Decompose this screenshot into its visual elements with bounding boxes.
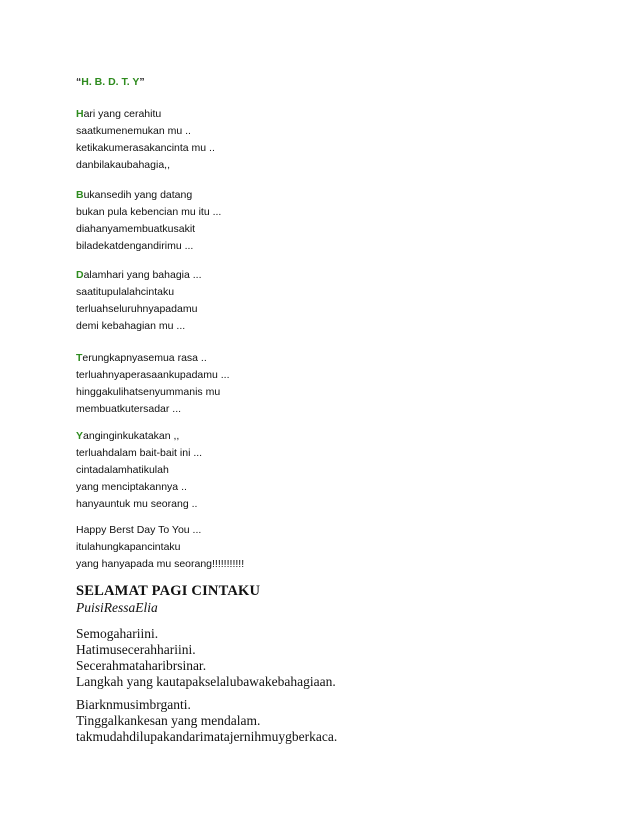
poem-line: terluahnyaperasaankupadamu ... xyxy=(76,369,230,381)
poem-line: Hatimusecerahhariini. xyxy=(76,642,196,657)
second-poem-stanza-2 xyxy=(76,697,337,745)
stanza-initial: B xyxy=(76,189,84,201)
stanza-5 xyxy=(76,428,202,513)
poem-line: Terungkapnyasemua rasa .. xyxy=(76,352,207,364)
stanza-4 xyxy=(76,350,230,418)
poem-line: Langkah yang kautapakselalubawakebahagiaan. xyxy=(76,674,336,689)
poem-line: saatkumenemukan mu .. xyxy=(76,125,191,137)
poem-title-text: H. B. D. T. Y xyxy=(81,76,140,88)
poem-line: Semogahariini. xyxy=(76,626,159,641)
poem-line: Tinggalkankesan yang mendalam. xyxy=(76,713,261,728)
poem-line: membuatkutersadar ... xyxy=(76,403,182,415)
poem-line: terluahdalam bait-bait ini ... xyxy=(76,447,203,459)
poem-line: cintadalamhatikulah xyxy=(76,464,169,476)
closing-stanza xyxy=(76,522,244,573)
second-poem-stanza-1 xyxy=(76,626,336,690)
poem-line: takmudahdilupakandarimatajernihmuygberkaca. xyxy=(76,729,338,744)
stanza-1 xyxy=(76,106,215,174)
poem-line: Hari yang cerahitu xyxy=(76,108,162,120)
second-poem-author: PuisiRessaElia xyxy=(76,600,158,615)
poem-line: demi kebahagian mu ... xyxy=(76,320,186,332)
stanza-3 xyxy=(76,267,202,335)
poem-line: yang menciptakannya .. xyxy=(76,481,187,493)
poem-line: ketikakumerasakancinta mu .. xyxy=(76,142,215,154)
open-quote: “ xyxy=(76,76,82,88)
poem-line: diahanyamembuatkusakit xyxy=(76,223,196,235)
poem-line: terluahseluruhnyapadamu xyxy=(76,303,198,315)
poem-line: hanyauntuk mu seorang .. xyxy=(76,498,198,510)
stanza-initial: Y xyxy=(76,430,84,442)
poem-line: itulahungkapancintaku xyxy=(76,541,181,553)
poem-line: yang hanyapada mu seorang!!!!!!!!!!! xyxy=(76,558,245,570)
close-quote: ” xyxy=(139,76,145,88)
stanza-initial: T xyxy=(76,352,83,364)
poem-line: Yanginginkukatakan ,, xyxy=(76,430,180,442)
poem-line: danbilakaubahagia,, xyxy=(76,159,170,171)
poem-line: biladekatdengandirimu ... xyxy=(76,240,194,252)
stanza-initial: H xyxy=(76,108,84,120)
stanza-initial: D xyxy=(76,269,84,281)
poem-line: Secerahmataharibrsinar. xyxy=(76,658,207,673)
poem-title xyxy=(76,76,145,88)
second-poem-title: SELAMAT PAGI CINTAKU xyxy=(76,583,261,599)
poem-line: Dalamhari yang bahagia ... xyxy=(76,269,202,281)
poem-line: Biarknmusimbrganti. xyxy=(76,697,191,712)
stanza-2 xyxy=(76,187,221,255)
poem-line: Happy Berst Day To You ... xyxy=(76,524,202,536)
poem-line: saatitupulalahcintaku xyxy=(76,286,175,298)
poem-line: Bukansedih yang datang xyxy=(76,189,193,201)
poem-line: bukan pula kebencian mu itu ... xyxy=(76,206,222,218)
poem-line: hinggakulihatsenyummanis mu xyxy=(76,386,221,398)
